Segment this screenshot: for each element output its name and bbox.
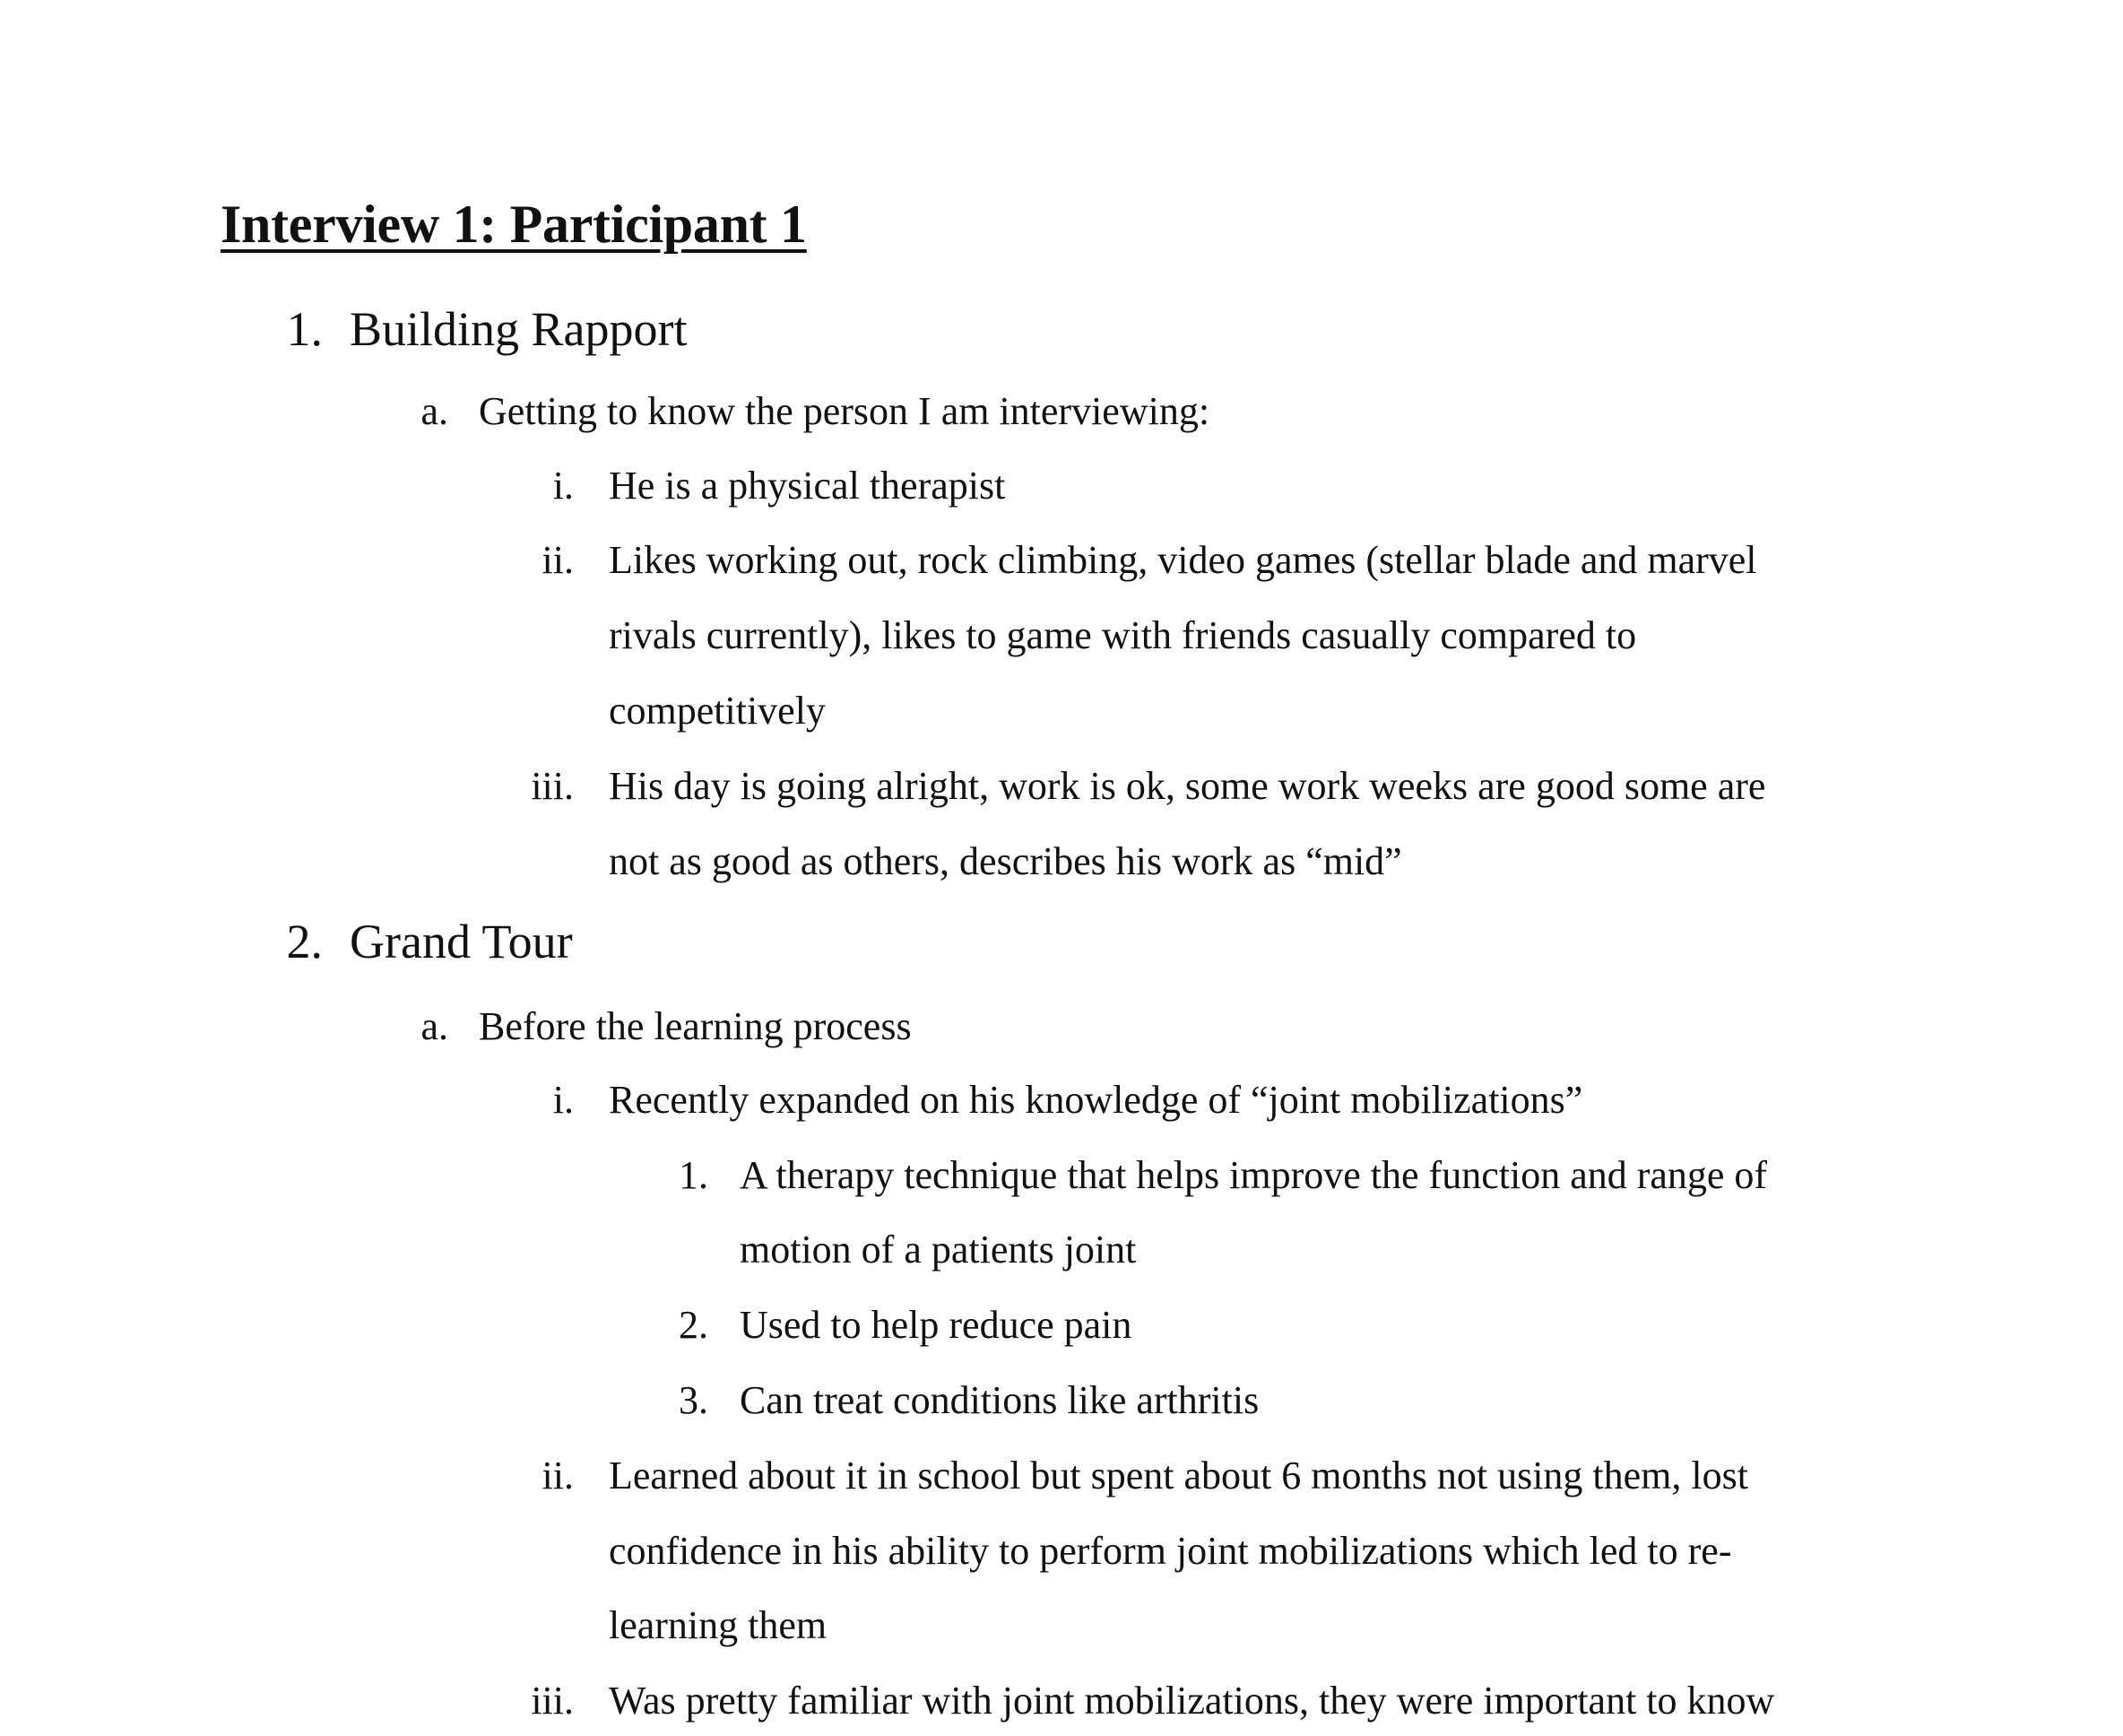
- point-line: A therapy technique that helps improve the function and range of: [740, 1153, 1768, 1197]
- section-heading: Grand Tour: [350, 915, 573, 968]
- point-marker: 2.: [679, 1303, 708, 1347]
- item-text: Before the learning process: [479, 1004, 912, 1048]
- subitem-line: Learned about it in school but spent about 6 months not using them, lost: [609, 1454, 1748, 1497]
- point-line: Used to help reduce pain: [740, 1303, 1132, 1347]
- subitem-line: Likes working out, rock climbing, video games (stellar blade and marvel: [609, 538, 1757, 582]
- subitem-line: learning them: [609, 1603, 828, 1647]
- subitem-line: Recently expanded on his knowledge of “joint mobilizations”: [609, 1078, 1583, 1122]
- subitem-line: confidence in his ability to perform joint mobilizations which led to re-: [609, 1529, 1732, 1573]
- item-text: Getting to know the person I am interviewing:: [479, 389, 1210, 433]
- section-number: 1.: [286, 302, 323, 356]
- subitem-marker: i.: [552, 1078, 574, 1122]
- subitem-marker: ii.: [542, 538, 574, 582]
- item-marker: a.: [420, 389, 448, 433]
- subitem-marker: i.: [552, 464, 574, 508]
- subitem-line: competitively: [609, 689, 826, 733]
- subitem-line: He is a physical therapist: [609, 464, 1006, 508]
- section-heading: Building Rapport: [350, 302, 688, 356]
- subitem-line: His day is going alright, work is ok, some work weeks are good some are: [609, 764, 1766, 808]
- subitem-marker: ii.: [542, 1454, 574, 1497]
- subitem-marker: iii.: [531, 1679, 574, 1723]
- point-line: Can treat conditions like arthritis: [740, 1378, 1260, 1422]
- subitem-line: not as good as others, describes his work as “mid”: [609, 839, 1402, 883]
- point-marker: 3.: [679, 1378, 708, 1422]
- point-line: motion of a patients joint: [740, 1228, 1137, 1272]
- document-title: Interview 1: Participant 1: [221, 195, 807, 254]
- item-marker: a.: [420, 1004, 448, 1048]
- point-marker: 1.: [679, 1153, 708, 1197]
- section-number: 2.: [286, 915, 323, 968]
- subitem-line: Was pretty familiar with joint mobilizations, they were important to know: [609, 1679, 1775, 1723]
- subitem-line: rivals currently), likes to game with friends casually compared to: [609, 613, 1637, 657]
- subitem-marker: iii.: [531, 764, 574, 808]
